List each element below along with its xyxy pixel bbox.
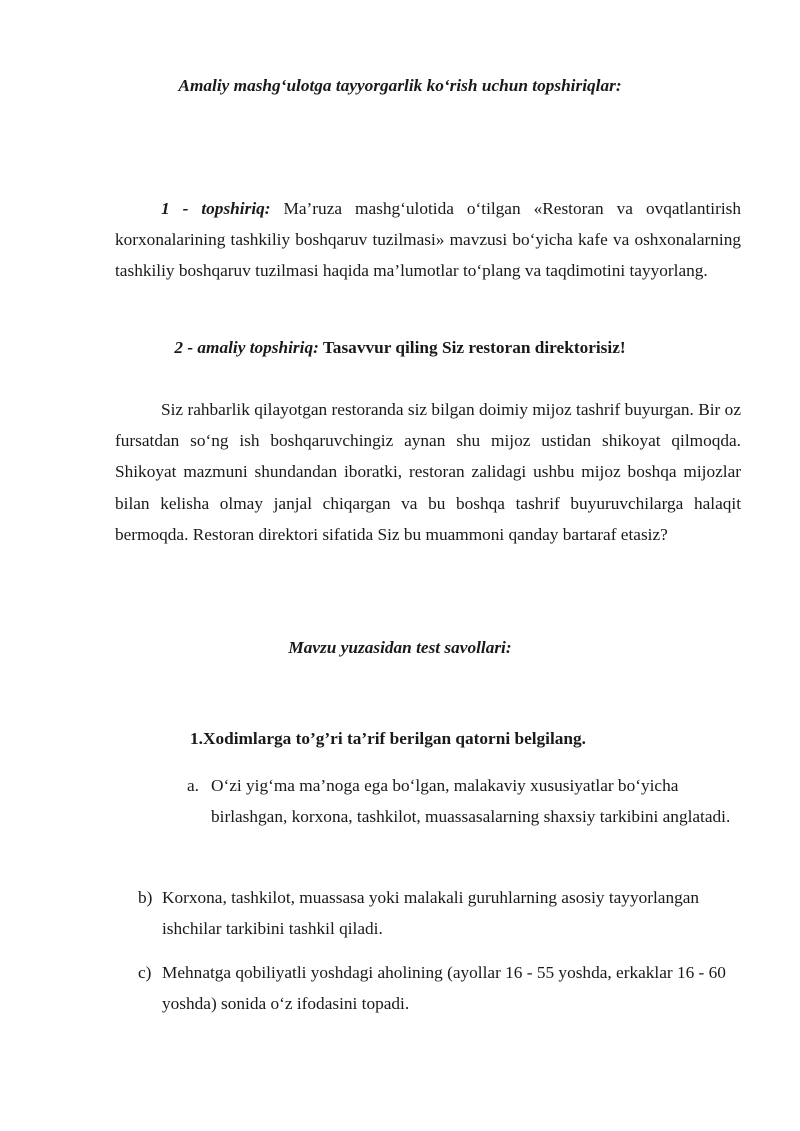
- option-b-text: Korxona, tashkilot, muassasa yoki malakali guruhlarning asosiy tayyorlangan ishchilar tarkibini tashkil qiladi.: [162, 888, 700, 939]
- option-a-marker: a.: [187, 776, 199, 795]
- task-2-label: 2 - amaliy topshiriq:: [174, 338, 319, 357]
- page-title: Amaliy mashg‘ulotga tayyorgarlik ko‘rish uchun topshiriqlar:: [178, 76, 622, 95]
- task-2-title: Tasavvur qiling Siz restoran direktorisiz!: [318, 338, 626, 357]
- option-c-text: Mehnatga qobiliyatli yoshdagi aholining (ayollar 16 - 55 yoshda, erkaklar 16 - 60 yoshda) sonida o‘z ifodasini topadi.: [162, 963, 726, 1014]
- task-2-paragraph: Siz rahbarlik qilayotgan restoranda siz bilgan doimiy mijoz tashrif buyurgan. Bir oz fursatdan so‘ng ish boshqaruvchingiz aynan shu mijoz ustidan shikoyat qilmoqda. Shikoyat mazmuni shundandan iboratki, restoran zalidagi ushbu mijoz boshqa mijozlar bilan kelisha olmay janjal chiqargan va bu boshqa tashrif buyuruvchilarga halaqit bermoqda. Restoran direktori sifatida Siz bu muammoni qanday bartaraf etasiz?: [115, 400, 741, 544]
- task-1-text: Ma’ruza mashg‘ulotida o‘tilgan «Restoran va ovqatlantirish korxonalarining tashkiliy boshqaruv tuzilmasi» mavzusi bo‘yicha kafe va oshxonalarning tashkiliy boshqaruv tuzilmasi haqida ma’lumotlar to‘plang va taqdimotini tayyorlang.: [115, 199, 741, 281]
- option-c: [138, 957, 750, 1020]
- task-2-heading: [0, 338, 800, 358]
- option-a: [187, 770, 751, 833]
- option-b: [138, 882, 722, 945]
- task-1-label: 1 - topshiriq:: [161, 199, 271, 218]
- question-1: 1.Xodimlarga to’g’ri ta’rif berilgan qatorni belgilang.: [190, 729, 586, 748]
- option-c-marker: c): [138, 963, 152, 982]
- test-heading: Mavzu yuzasidan test savollari:: [288, 638, 512, 657]
- option-b-marker: b): [138, 888, 153, 907]
- task-1-paragraph: [115, 193, 741, 287]
- option-a-text: O‘zi yig‘ma ma’noga ega bo‘lgan, malakaviy xususiyatlar bo‘yicha birlashgan, korxona, tashkilot, muassasalarning shaxsiy tarkibini anglatadi.: [211, 776, 731, 827]
